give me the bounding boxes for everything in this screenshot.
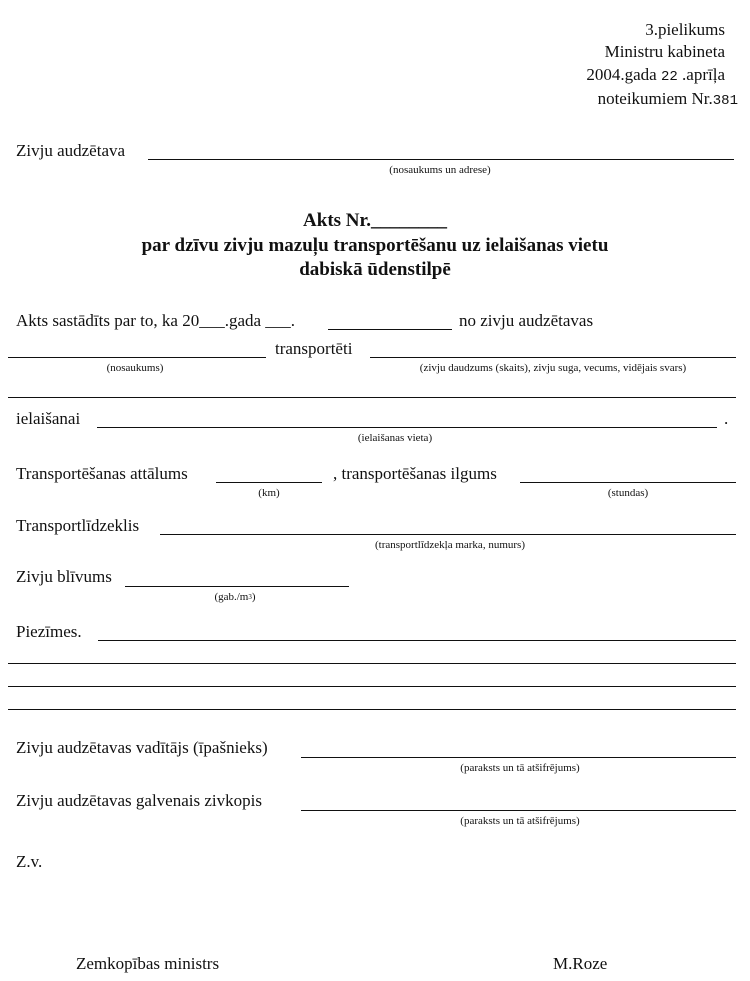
regulation-number (598, 89, 738, 111)
extra-line[interactable] (8, 397, 736, 398)
fish-details-caption: (zivju daudzums (skaits), zivju suga, vecums, vidējais svars) (419, 362, 687, 374)
notes-label: Piezīmes. (16, 622, 82, 641)
duration-label: , transportēšanas ilgums (333, 464, 497, 483)
density-close: ) (251, 591, 256, 603)
chief-signature-field[interactable] (301, 810, 736, 811)
month-field[interactable] (328, 329, 452, 330)
date-day: 22 (660, 69, 678, 85)
distance-caption: (km) (258, 487, 280, 499)
density-caption (180, 591, 290, 604)
notes-line-1[interactable] (98, 640, 736, 641)
regulation-date (586, 65, 725, 87)
duration-caption: (stundas) (607, 487, 649, 499)
head-label: Zivju audzētavas vadītājs (īpašnieks) (16, 738, 268, 757)
act-drawn-text: Akts sastādīts par to, ka 20___.gada ___. (16, 311, 296, 330)
vehicle-label: Transportlīdzeklis (16, 516, 140, 535)
chief-caption: (paraksts un tā atšifrējums) (460, 815, 580, 827)
minister-name: M.Roze (553, 954, 608, 973)
release-field[interactable] (97, 427, 717, 428)
head-caption: (paraksts un tā atšifrējums) (460, 762, 580, 774)
density-exponent: 3 (248, 593, 252, 601)
release-label: ielaišanai (16, 409, 81, 428)
notes-line-4[interactable] (8, 709, 736, 710)
duration-field[interactable] (520, 482, 736, 483)
date-suffix: .aprīļa (677, 65, 725, 84)
issuer: Ministru kabineta (604, 42, 725, 61)
fish-details-field[interactable] (370, 357, 736, 358)
vehicle-field[interactable] (160, 534, 736, 535)
head-signature-field[interactable] (301, 757, 736, 758)
farm-label: Zivju audzētava (16, 141, 126, 160)
act-subtitle-1: par dzīvu zivju mazuļu transportēšanu uz ielaišanas vietu (141, 235, 609, 256)
notes-line-2[interactable] (8, 663, 736, 664)
farm-caption: (nosaukums un adrese) (389, 164, 491, 176)
from-farm-text: no zivju audzētavas (459, 311, 594, 330)
distance-field[interactable] (216, 482, 322, 483)
minister-title: Zemkopības ministrs (76, 954, 220, 973)
act-title: Akts Nr.________ (303, 210, 447, 231)
release-period: . (724, 409, 729, 428)
number-prefix: noteikumiem Nr. (597, 89, 713, 108)
distance-label: Transportēšanas attālums (16, 464, 188, 483)
density-label: Zivju blīvums (16, 567, 112, 586)
notes-line-3[interactable] (8, 686, 736, 687)
chief-label: Zivju audzētavas galvenais zivkopis (16, 791, 262, 810)
date-prefix: 2004.gada (586, 65, 661, 84)
act-subtitle-2: dabiskā ūdenstilpē (299, 259, 451, 280)
density-field[interactable] (125, 586, 349, 587)
name-field[interactable] (8, 357, 266, 358)
annex-number: 3.pielikums (645, 20, 725, 39)
number-value: 381 (712, 93, 738, 109)
seal-place: Z.v. (16, 852, 43, 871)
release-caption: (ielaišanas vieta) (357, 432, 433, 444)
farm-field[interactable] (148, 159, 734, 160)
name-caption: (nosaukums) (106, 362, 164, 374)
transported-label: transportēti (275, 339, 353, 358)
vehicle-caption: (transportlīdzekļa marka, numurs) (375, 539, 525, 551)
density-unit: (gab./m (214, 591, 249, 603)
